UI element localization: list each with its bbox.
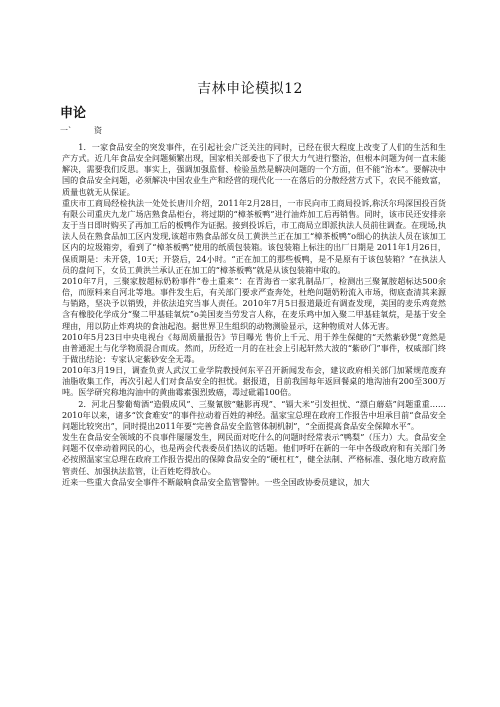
document-body [62, 142, 446, 488]
subsection-label-right: 资 [94, 126, 102, 135]
paragraph-2: 重庆市工商局经检执法一处处长唐川介绍，2011年2月28日，一市民向市工商局投诉,称沃尔玛深国投百货有限公司重庆九龙广场店熟食品柜台，将过期的“樟茶板鸭”进行油炸加工后再销售。同时，该市民还安排亲友于当日即时购买了再加工后的板鸭作为证据。接到投诉后，市工商局立即派执法人员前往调查。在现场,执法人员在熟食品加工区内发现,该超市熟食品部女员工黄洪兰正在加工“樟茶板鸭”o细心的执法人员在该加工区内的垃圾箱旁，看到了“樟茶板鸭”使用的纸质包装箱。该包装箱上标注的出厂日期是 2011年1月26日，保质期是：未开袋，10天；开袋后，24小时。“正在加工的那些板鸭，是不是原有于该包装箱？”在执法人员的盘问下，女员工黄洪兰承认正在加工的“樟茶板鸭”就是从该包装箱中取的。 [62, 197, 446, 275]
subsection-heading [60, 126, 160, 136]
document-title: 吉林申论模拟12 [197, 81, 303, 97]
paragraph-7: 发生在食品安全领域的不良事件屡屡发生，网民面对吃什么的问题时经常表示“鸭梨”（压力）大。食品安全问题不仅牵动着网民的心，也是两会代表委员们热议的话题。他们呼吁在新的一年中各级政府和有关部门务必按照温家宝总理在政府工作报告提出的保障食品安全的“硬杠杠”，健全法制、严格标准、强化地方政府监管责任、加强执法监管，让百姓吃得放心。 [62, 432, 446, 476]
paragraph-5: 2010年3月19日，调查负责人武汉工业学院教授何东平召开新闻发布会，建议政府相关部门加紧规范废弃油脂收集工作，再次引起人们对食品安全的担忧。据报道，目前我国每年返回餐桌的地沟油有200至300万吨。医学研究称地沟油中的黄曲霉素强烈致癌，毒过砒霜100倍。 [62, 365, 446, 398]
paragraph-4: 2010年5月23日中央电视台《每周质量报告》节目曝光 售价上千元、用于养生保健的“天然紫砂煲”竟然是由普通泥土与化学物质混合而成。然而，历经近一月的在社会上引起轩然大波的“紫砂门”事件，权威部门终于做出结论：专家认定紫砂安全无毒。 [62, 331, 446, 364]
paragraph-1: 1．一家食品安全的突发事件，在引起社会广泛关注的同时，已经在很大程度上改变了人们的生活和生产方式。近几年食品安全问题频繁出现，国家相关部委也下了很大力气进行整治，但根本问题为何一直未能解决，需要我们反思。事实上，强调加强监督、检验虽然是解决问题的一个方面，但不能“治本”。要解决中国的食品安全问题，必须解决中国农业生产和经营的现代化一一在落后的分散经营方式下，农民不能致富，质量也就无从保证。 [62, 142, 446, 197]
paragraph-3: 2010年7月，三聚家胺超标奶粉事件“卷土重来”：在青海省一家乳制品厂，检测出三聚氰胺超标达500余倍，而原料来自河北等地。事件发生后，有关部门要求严查奔处，杜绝问题奶粉流入市场，彻底查清其来源与销路，坚决予以销毁，并依法追究当事人责任。2010年7月5日报道最近有调查发现，美国的麦乐鸡竟然含有橡胶化学成分“聚二甲基硅氧烷”o美国麦当劳发言人称，在麦乐鸡中加入聚二甲基硅氧烷，是基于安全理由，用以防止炸鸡块的食油起泡。据世界卫生组织的动物测验显示，这种物质对人体无害。 [62, 275, 446, 331]
paragraph-8: 近来一些重大食品安全事件不断敲响食品安全监管警钟。一些全国政协委员建议，加大 [62, 476, 370, 487]
section-heading: 申论 [60, 106, 87, 121]
subsection-label-left: 一` [60, 126, 72, 135]
paragraph-6: 2．河北吕黎葡萄酒“造假成风”、三聚氰胺“魅影再现”、“镉大米”引发担忧、“漂白蘑菇”问题重重……2010年以来，诸多“饮食难安”的事件拉动着百姓的神经。温家宝总理在政府工作报告中坦承目前“食品安全问题比较突出”，同时提出2011年要“完善食品安全监管体制机制”，“全面提高食品安全保障水平”。 [62, 398, 446, 431]
